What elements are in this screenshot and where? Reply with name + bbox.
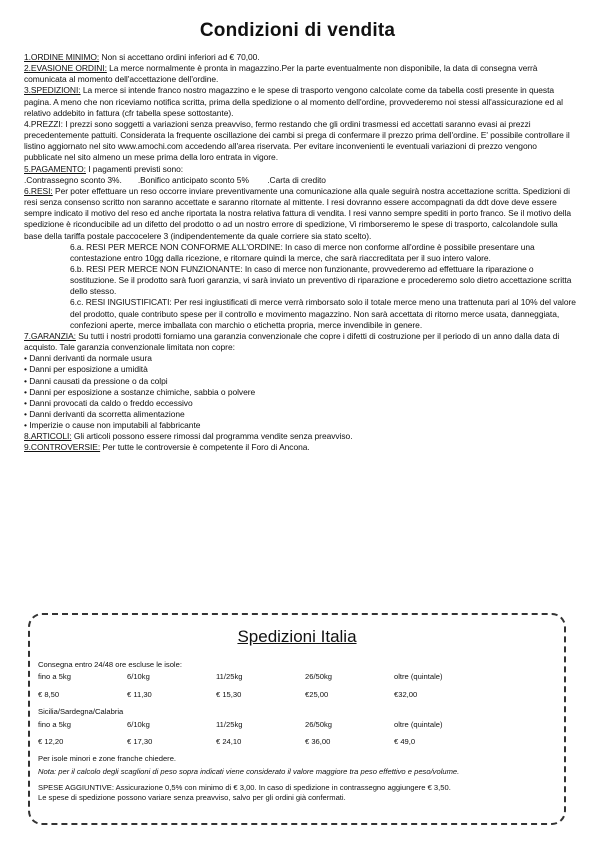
section-heading: 7.GARANZIA:: [24, 330, 76, 341]
returns-nonworking: 6.b. RESI PER MERCE NON FUNZIONANTE: In caso di merce non funzionante, provvederemo ad effettuare la riparazione o sostituzione. Se il prodotto sarà fuori garanzia, vi sarà inviato un preventivo di riparazione e procederemo solo dietro accettazione scritta dello stesso.: [70, 263, 572, 297]
payment-options: .Contrassegno sconto 3%. .Bonifico anticipato sconto 5% .Carta di credito: [24, 174, 326, 185]
section-heading: 1.ORDINE MINIMO:: [24, 52, 100, 62]
weight-header: fino a 5kg: [38, 719, 71, 729]
section-returns: [24, 186, 576, 242]
section-shipping: [24, 85, 576, 118]
price-cell: € 24,10: [216, 737, 242, 747]
price-cell: € 15,30: [216, 689, 242, 699]
returns-unjustified: 6.c. RESI INGIUSTIFICATI: Per resi ingiustificati di merce verrà rimborsato solo il totale merce meno una trattenuta pari al 10% del valore del prodotto, quale contributo spese per il controllo e movimento magazzino. Non sarà accettata di ritorno merce usata, danneggiata, confezioni aperte, merce imballata con marchio o etichetta propria, merce invendibile in genere.: [70, 297, 576, 330]
section-heading: 2.EVASIONE ORDINI:: [24, 63, 107, 74]
section-prices: 4.PREZZI: I prezzi sono soggetti a variazioni senza preavviso, fermo restando che gli ordini trasmessi ed accettati saranno evasi ai prezzi precedentemente pattuiti. Considerata la frequente oscillazione dei cambi si prega di confermare il prezzo prima dell'ordine. E' possibile controllare il listino aggiornato nel sito www.amochi.com accedendo all'area riservata. Per evitare inconvenienti le eventuali variazioni di prezzo vengono pubblicate nel sito almeno un mese prima della loro entrata in vigore.: [24, 118, 570, 163]
section-heading: 8.ARTICOLI:: [24, 431, 72, 442]
section-payment: [24, 164, 576, 175]
weight-header: fino a 5kg: [38, 672, 71, 682]
shipping-table: [38, 659, 558, 803]
section-disputes: [24, 442, 576, 453]
price-cell: €25,00: [305, 689, 329, 699]
price-cell: € 17,30: [127, 737, 153, 747]
section-text: Su tutti i nostri prodotti forniamo una garanzia convenzionale che copre i difetti di costruzione per il periodo di un anno dalla data di acquisto. Tale garanzia convenzionale limitata non copre:: [24, 330, 560, 353]
price-cell: € 12,20: [38, 737, 64, 747]
weight-header: 11/25kg: [216, 719, 243, 729]
weight-header: 6/10kg: [127, 719, 150, 729]
price-cell: € 8,50: [38, 689, 60, 699]
section-text: La merce normalmente è pronta in magazzino.Per la parte eventualmente non disponibile, la data di consegna verrà comunicata al momento dell'accettazione dell'ordine.: [24, 63, 538, 85]
price-cell: € 36,00: [305, 737, 331, 747]
mainland-price-row: [38, 689, 558, 701]
weight-header: 26/50kg: [305, 719, 333, 729]
terms-of-sale: [24, 52, 576, 454]
list-item: • Danni per esposizione a sostanze chimiche, sabbia o polvere: [24, 387, 576, 398]
section-heading: 5.PAGAMENTO:: [24, 163, 86, 174]
section-warranty: [24, 331, 576, 353]
returns-nonconforming: 6.a. RESI PER MERCE NON CONFORME ALL'ORDINE: In caso di merce non conforme all'ordine è possibile presentare una contestazione entro 10gg dalla ricezione, e ritornare quindi la merce, che sarà riaccreditata per il suo intero valore.: [70, 241, 535, 263]
weight-header: 26/50kg: [305, 672, 333, 682]
list-item: • Imperizie o cause non imputabili al fabbricante: [24, 420, 576, 431]
mainland-label: Consegna entro 24/48 ore escluse le isole:: [38, 660, 182, 669]
section-text: Per tutte le controversie è competente il Foro di Ancona.: [100, 442, 310, 453]
list-item: • Danni causati da pressione o da colpi: [24, 376, 576, 387]
section-heading: 9.CONTROVERSIE:: [24, 442, 101, 453]
section-text: La merce si intende franco nostro magazzino e le spese di trasporto vengono calcolate come da tabella costi presente in questa pagina. A meno che non riceviamo notifica scritta, prima della spedizione o al momento dell'ordine, provvederemo noi stessi all'assicurazione ed al relativo addebito in fattura (cfr tabella spese sottostante).: [24, 85, 563, 118]
weight-header: oltre (quintale): [394, 672, 443, 682]
weight-header: 6/10kg: [127, 672, 150, 682]
shipping-title: Spedizioni Italia: [237, 627, 357, 646]
section-text: Gli articoli possono essere rimossi dal programma vendite senza preavviso.: [71, 431, 353, 442]
islands-weight-row: [38, 719, 558, 731]
weight-calculation-note: Nota: per il calcolo degli scaglioni di peso sopra indicati viene considerato il valore maggiore tra peso effettivo e peso/volume.: [38, 766, 460, 776]
list-item: • Danni provocati da caldo o freddo eccessivo: [24, 398, 576, 409]
weight-header: oltre (quintale): [394, 719, 443, 729]
variation-note: Le spese di spedizione possono variare senza preavviso, salvo per gli ordini già confermati.: [38, 793, 346, 803]
list-item: • Danni derivanti da normale usura: [24, 353, 576, 364]
minor-islands-note: Per isole minori e zone franche chiedere.: [38, 754, 177, 764]
extra-fees: SPESE AGGIUNTIVE: Assicurazione 0,5% con minimo di € 3,00. In caso di spedizione in contrassegno aggiungere € 3,50.: [38, 783, 451, 793]
section-text: Per poter effettuare un reso occorre inviare preventivamente una comunicazione alla quale seguirà nostra accettazione scritta. Spedizioni di resi senza consenso scritto non saranno accettate e saranno ritornate al mittente. I resi dovranno essere accompagnati da ddt dove deve essere sempre indicato il motivo del reso ed anche riportata la nostra relativa fattura di vendita. I resi vanno sempre spediti in porto franco. Se il motivo della spedizione è riconducibile ad un difetto del prodotto o ad un nostro errore di spedizione, Vi rimborseremo le spese di trasporto, calcolandole sulla base della tariffa postale paccocelere 3 (indipendentemente da quale corriere sia stato scelto).: [24, 185, 572, 241]
weight-header: 11/25kg: [216, 672, 243, 682]
page-title: Condizioni di vendita: [199, 20, 396, 41]
section-minimum-order: [24, 52, 576, 63]
section-heading: 3.SPEDIZIONI:: [24, 85, 81, 96]
list-item: • Danni per esposizione a umidità: [24, 364, 576, 375]
section-text: I pagamenti previsti sono:: [85, 163, 184, 174]
mainland-weight-row: [38, 671, 558, 683]
islands-price-row: [38, 736, 558, 748]
list-item: • Danni derivanti da scorretta alimentazione: [24, 409, 576, 420]
section-text: Non si accettano ordini inferiori ad € 70,00.: [99, 52, 260, 62]
section-articles: [24, 431, 576, 442]
islands-label: Sicilia/Sardegna/Calabria: [38, 707, 124, 717]
price-cell: €32,00: [394, 689, 418, 699]
section-order-processing: [24, 63, 576, 85]
warranty-exclusions: [24, 353, 576, 431]
shipping-box: [28, 613, 566, 825]
price-cell: € 11,30: [127, 689, 152, 699]
section-heading: 6.RESI:: [24, 185, 53, 196]
price-cell: € 49,0: [394, 737, 416, 747]
